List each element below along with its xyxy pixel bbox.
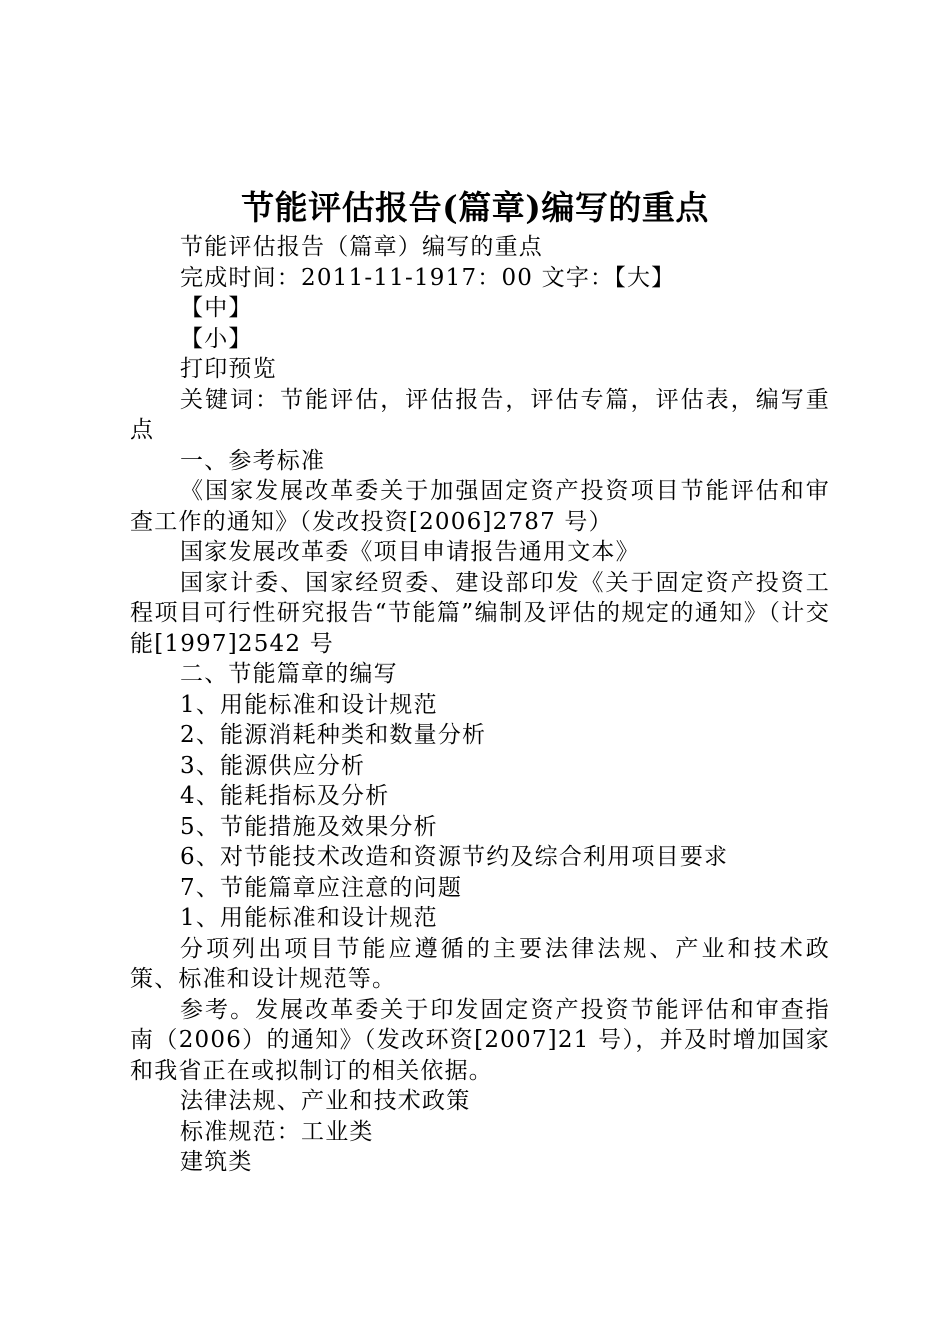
paragraph-body: 分项列出项目节能应遵循的主要法律法规、产业和技术政策、标准和设计规范等。 <box>130 935 830 992</box>
paragraph-body: 参考。发展改革委关于印发固定资产投资节能评估和审查指南（2006）的通知》（发改环资[2007]21 号），并及时增加国家和我省正在或拟制订的相关依据。 <box>130 996 830 1084</box>
paragraph-font-medium: 【中】 <box>180 295 253 321</box>
list-item: 4、能耗指标及分析 <box>180 783 390 809</box>
list-item: 6、对节能技术改造和资源节约及综合利用项目要求 <box>180 844 729 870</box>
section-heading-writing: 二、节能篇章的编写 <box>180 661 398 687</box>
paragraph-subtitle: 节能评估报告（篇章）编写的重点 <box>180 234 543 260</box>
paragraph-font-small: 【小】 <box>180 325 253 352</box>
list-item: 1、用能标准和设计规范 <box>180 691 438 718</box>
paragraph-reference-1: 《国家发展改革委关于加强固定资产投资项目节能评估和审查工作的通知》（发改投资[2006]2787 号） <box>130 478 830 535</box>
paragraph-body: 法律法规、产业和技术政策 <box>180 1088 471 1114</box>
paragraph-body: 建筑类 <box>180 1149 253 1175</box>
list-item: 7、节能篇章应注意的问题 <box>180 874 463 901</box>
paragraph-print-preview: 打印预览 <box>180 356 277 382</box>
document-title: 节能评估报告(篇章)编写的重点 <box>241 188 709 227</box>
document-body <box>130 232 830 1178</box>
list-item: 5、节能措施及效果分析 <box>180 813 438 840</box>
section-heading-references: 一、参考标准 <box>180 447 326 474</box>
paragraph-completion-time: 完成时间：2011-11-1917：00 文字：【大】 <box>180 264 676 291</box>
list-item: 3、能源供应分析 <box>180 752 366 779</box>
paragraph-reference-3: 国家计委、国家经贸委、建设部印发《关于固定资产投资工程项目可行性研究报告“节能篇”编制及评估的规定的通知》（计交能[1997]2542 号 <box>130 569 830 657</box>
list-item: 2、能源消耗种类和数量分析 <box>180 722 487 748</box>
subsection-heading: 1、用能标准和设计规范 <box>180 905 438 931</box>
paragraph-keywords: 关键词：节能评估，评估报告，评估专篇，评估表，编写重点 <box>130 386 830 443</box>
paragraph-body: 标准规范：工业类 <box>180 1118 374 1145</box>
paragraph-reference-2: 国家发展改革委《项目申请报告通用文本》 <box>180 539 640 565</box>
